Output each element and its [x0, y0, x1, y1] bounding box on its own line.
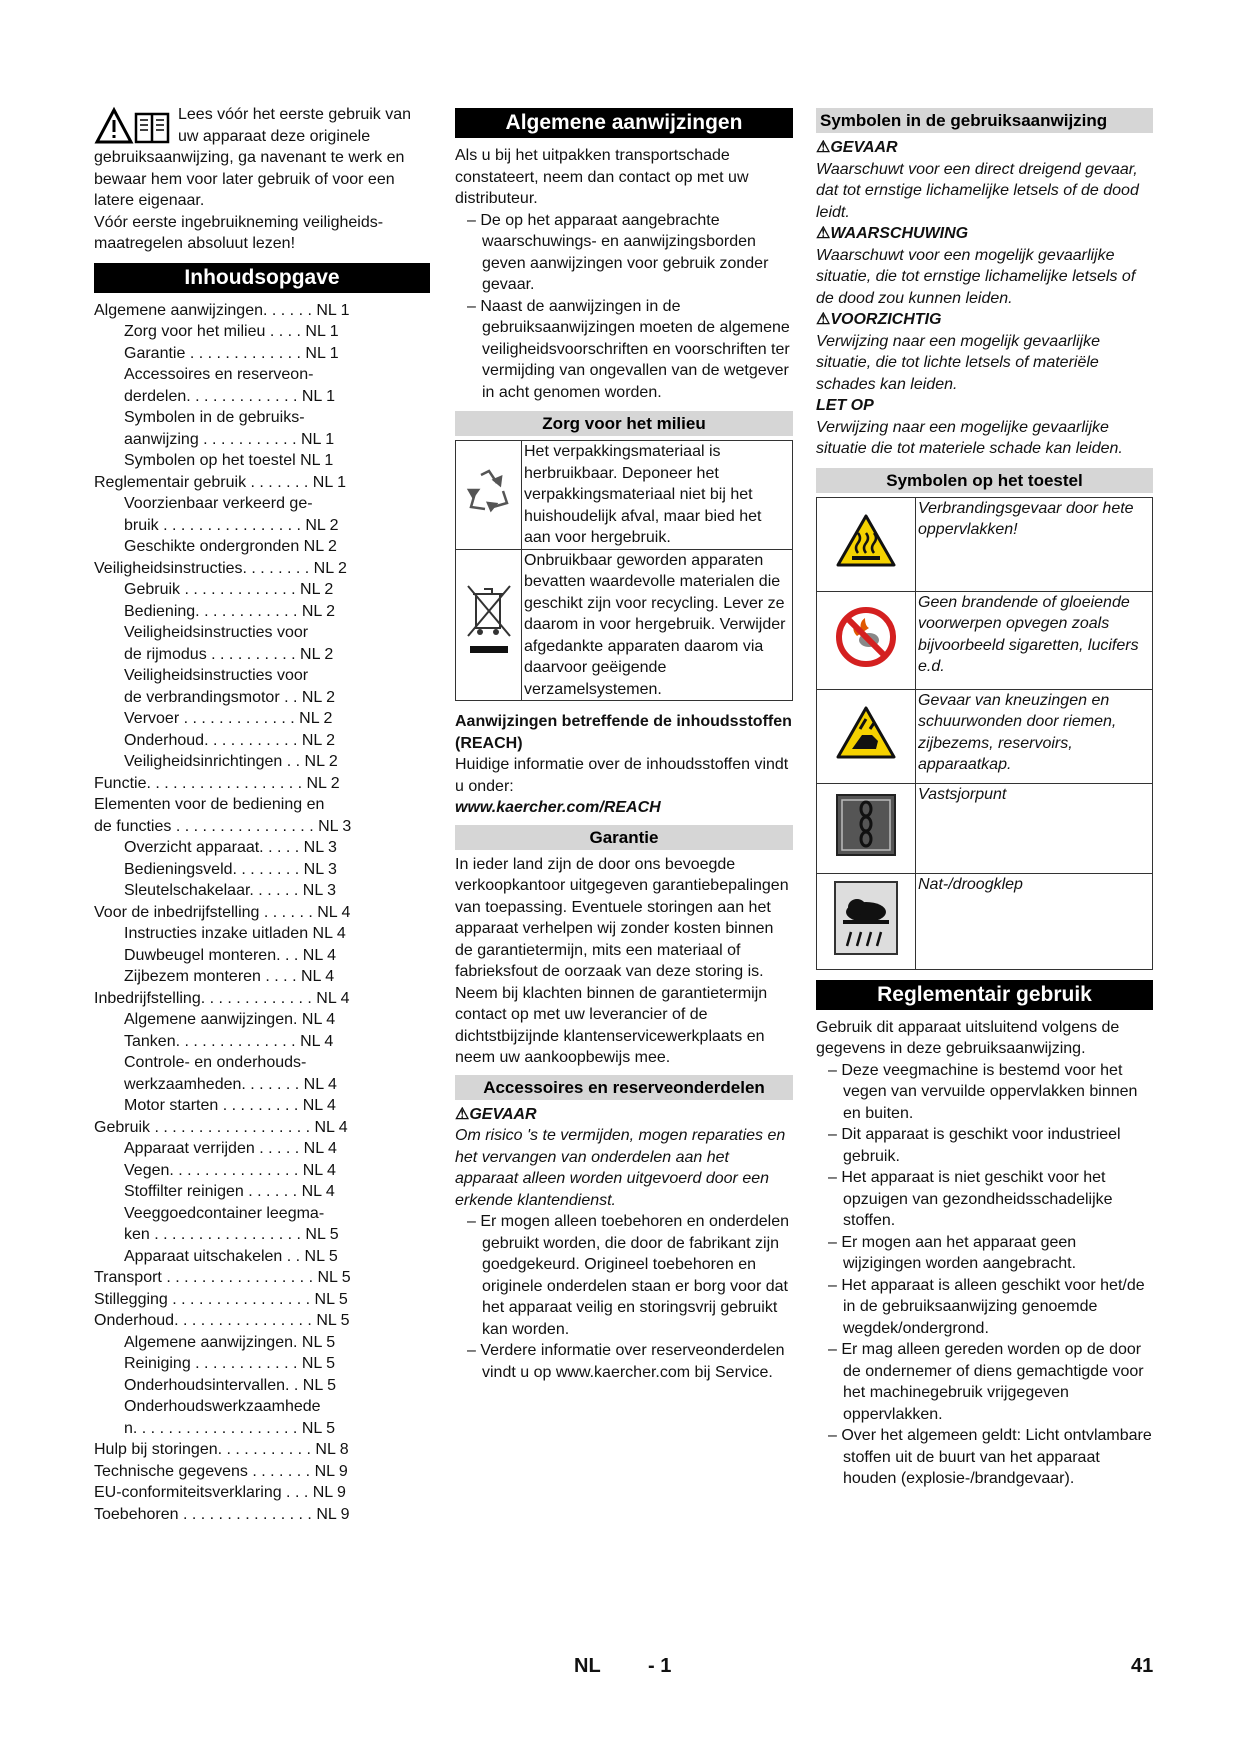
reglementair-text: Gebruik dit apparaat uitsluitend volgens de gegevens in deze gebruiksaanwijzing.: [816, 1018, 1120, 1057]
intro-text: Lees vóór het eerste gebruik van uw apparaat deze originele gebruiksaanwijzing, ga navenant te werk en bewaar hem voor later gebruik of voor een latere eigenaar.: [94, 106, 412, 209]
gevaar-signal: ⚠GEVAAR: [455, 1105, 537, 1123]
toc-entry[interactable]: Garantie . . . . . . . . . . . . . NL 1: [124, 344, 339, 362]
tie-down-point-icon: [835, 793, 897, 857]
heading-symbolen-toestel: Symbolen op het toestel: [816, 468, 1153, 493]
algemene-bullet-2: – Naast de aanwijzingen in de gebruiksaanwijzingen moeten de algemene veiligheidsvoorschriften en voorschriften ter vermijding van ongevallen van de wetgever in acht genomen worden.: [455, 296, 793, 404]
symbol-text-hot: Verbrandingsgevaar door hete oppervlakken!: [916, 497, 1153, 591]
toc-entry[interactable]: Veiligheidsinstructies voor: [124, 624, 309, 641]
warning-triangle-icon: ⚠: [816, 311, 831, 328]
toc-entry[interactable]: Reiniging . . . . . . . . . . . . NL 5: [124, 1355, 336, 1372]
toc-entry[interactable]: n. . . . . . . . . . . . . . . . . . . NL 5: [124, 1419, 336, 1437]
column-left: [94, 104, 430, 1525]
toc-entry[interactable]: Gebruik . . . . . . . . . . . . . . . . . . NL 4: [94, 1118, 348, 1136]
column-middle: [455, 104, 793, 1383]
voorzichtig-text: Verwijzing naar een mogelijk gevaarlijke situatie, die tot lichte letsels of materiële schades kan leiden.: [816, 332, 1100, 393]
milieu-text-2: Onbruikbaar geworden apparaten bevatten waardevolle materialen die geschikt zijn voor recycling. Lever ze daarom in voor hergebruik. Verwijder afgedankte apparaten daarom via daarvoor geëigende verzamelsystemen.: [522, 549, 793, 701]
accessoires-bullet-2: – Verdere informatie over reserveonderdelen vindt u op www.kaercher.com bij Service.: [455, 1340, 793, 1383]
toc-entry[interactable]: Inbedrijfstelling. . . . . . . . . . . . . NL 4: [94, 989, 350, 1007]
toc-entry[interactable]: Controle- en onderhouds-: [124, 1054, 307, 1071]
reglementair-bullet: – Er mag alleen gereden worden op de door de ondernemer of diens gemachtigde voor het machinegebruik vrijgegeven oppervlakken.: [816, 1339, 1153, 1425]
reglementair-bullet: – Het apparaat is niet geschikt voor het opzuigen van gezondheidsschadelijke stoffen.: [816, 1167, 1153, 1232]
toc-entry[interactable]: Transport . . . . . . . . . . . . . . . . . NL 5: [94, 1269, 351, 1286]
algemene-bullet-1: – De op het apparaat aangebrachte waarschuwings- en aanwijzingsborden geven aanwijzingen voor gebruik zonder gevaar.: [455, 210, 793, 296]
symbol-text-hand: Gevaar van kneuzingen en schuurwonden door riemen, zijbezems, reservoirs, apparaatkap.: [916, 689, 1153, 783]
toc-entry[interactable]: derdelen. . . . . . . . . . . . . NL 1: [124, 387, 336, 405]
toc-entry[interactable]: Symbolen op het toestel NL 1: [124, 452, 334, 469]
toc-entry[interactable]: Veeggoedcontainer leegma-: [124, 1204, 325, 1222]
toc-entry[interactable]: Bedieningsveld. . . . . . . . NL 3: [124, 860, 337, 878]
footer-section: - 1: [648, 1655, 672, 1677]
reglementair-bullet: – Er mogen aan het apparaat geen wijzigingen worden aangebracht.: [816, 1232, 1153, 1275]
toc-entry[interactable]: Apparaat uitschakelen . . NL 5: [124, 1247, 338, 1265]
waarschuwing-label: ⚠WAARSCHUWING: [816, 225, 969, 242]
toc-entry[interactable]: Vegen. . . . . . . . . . . . . . . NL 4: [124, 1161, 336, 1179]
toc-entry[interactable]: Veiligheidsinstructies voor: [124, 667, 309, 684]
reach-text: Huidige informatie over de inhoudsstoffen vindt u onder:: [455, 756, 789, 795]
hot-surface-icon: [836, 513, 896, 569]
toc-entry[interactable]: Zorg voor het milieu . . . . NL 1: [124, 323, 339, 340]
heading-algemene: Algemene aanwijzingen: [455, 108, 793, 138]
toc-entry[interactable]: Veiligheidsinrichtingen . . NL 2: [124, 753, 338, 770]
reglementair-bullet: – Het apparaat is alleen geschikt voor het/de in de gebruiksaanwijzing genoemde wegdek/ondergrond.: [816, 1275, 1153, 1340]
warning-triangle-icon: ⚠: [455, 1105, 470, 1123]
toc-entry[interactable]: Veiligheidsinstructies. . . . . . . . NL 2: [94, 559, 347, 577]
toc-entry[interactable]: EU-conformiteitsverklaring . . . NL 9: [94, 1484, 346, 1501]
toc-entry[interactable]: Elementen voor de bediening en: [94, 796, 325, 813]
symbol-text-chain: Vastsjorpunt: [916, 783, 1153, 873]
warning-triangle-icon: ⚠: [816, 225, 831, 242]
toc-entry[interactable]: Symbolen in de gebruiks-: [124, 409, 305, 426]
toc-entry[interactable]: Instructies inzake uitladen NL 4: [124, 925, 346, 942]
toc-entry[interactable]: werkzaamheden. . . . . . . NL 4: [124, 1075, 337, 1093]
toc-entry[interactable]: Stillegging . . . . . . . . . . . . . . . . NL 5: [94, 1290, 348, 1308]
reach-heading: Aanwijzingen betreffende de inhoudsstoffen (REACH): [455, 713, 792, 752]
table-of-contents: [94, 300, 430, 1526]
toc-entry[interactable]: Technische gegevens . . . . . . . NL 9: [94, 1462, 348, 1480]
toc-entry[interactable]: Voor de inbedrijfstelling . . . . . . NL 4: [94, 903, 351, 921]
heading-accessoires: Accessoires en reserveonderdelen: [455, 1075, 793, 1100]
reglementair-bullet: – Over het algemeen geldt: Licht ontvlambare stoffen uit de buurt van het apparaat houden (explosie-/brandgevaar).: [816, 1425, 1153, 1490]
letop-label: LET OP: [816, 397, 874, 414]
heading-reglementair: Reglementair gebruik: [816, 980, 1153, 1010]
toc-entry[interactable]: ken . . . . . . . . . . . . . . . . . NL 5: [124, 1226, 339, 1243]
recycle-icon: [463, 467, 515, 517]
milieu-text-1: Het verpakkingsmateriaal is herbruikbaar. Deponeer het verpakkingsmateriaal niet bij het huishoudelijk afval, maar bied het aan voor hergebruik.: [522, 441, 793, 550]
toc-entry[interactable]: Geschikte ondergronden NL 2: [124, 538, 337, 555]
toc-entry[interactable]: Accessoires en reserveon-: [124, 366, 314, 383]
toc-entry[interactable]: Duwbeugel monteren. . . NL 4: [124, 946, 336, 964]
device-symbols-table: [816, 497, 1153, 970]
toc-entry[interactable]: Algemene aanwijzingen. NL 5: [124, 1333, 336, 1351]
gevaar-label: ⚠GEVAAR: [816, 139, 898, 156]
toc-entry[interactable]: de verbrandingsmotor . . NL 2: [124, 688, 336, 706]
waarschuwing-text: Waarschuwt voor een mogelijk gevaarlijke situatie, die tot ernstige lichamelijke letsels of de dood zou kunnen leiden.: [816, 246, 1136, 307]
milieu-table: [455, 440, 793, 701]
voorzichtig-label: ⚠VOORZICHTIG: [816, 311, 942, 328]
symbol-row-wet: [817, 873, 1153, 969]
symbol-text-wet: Nat-/droogklep: [916, 873, 1153, 969]
toc-entry[interactable]: Motor starten . . . . . . . . . NL 4: [124, 1097, 336, 1114]
toc-entry[interactable]: Algemene aanwijzingen. NL 4: [124, 1011, 336, 1028]
accessoires-bullet-1: – Er mogen alleen toebehoren en onderdelen gebruikt worden, die door de fabrikant zijn goedgekeurd. Origineel toebehoren en originele onderdelen staan er borg voor dat het apparaat veilig en storingsvrij gebruikt kan worden.: [455, 1211, 793, 1340]
warning-manual-icon: [94, 104, 174, 146]
toc-entry[interactable]: Algemene aanwijzingen. . . . . . NL 1: [94, 301, 350, 319]
symbol-row-hand: [817, 689, 1153, 783]
toc-entry[interactable]: Onderhoudswerkzaamhede: [124, 1398, 321, 1415]
algemene-text: Als u bij het uitpakken transportschade constateert, neem dan contact op met uw distributeur.: [455, 147, 749, 207]
toc-entry[interactable]: Hulp bij storingen. . . . . . . . . . . NL 8: [94, 1441, 349, 1458]
toc-entry[interactable]: Vervoer . . . . . . . . . . . . . NL 2: [124, 710, 333, 727]
accessoires-warning: Om risico 's te vermijden, mogen reparaties en het vervangen van onderdelen aan het apparaat alleen worden uitgevoerd door een erkende klantendienst.: [455, 1127, 786, 1209]
weee-bin-icon: [464, 580, 514, 664]
toc-entry[interactable]: Functie. . . . . . . . . . . . . . . . . . NL 2: [94, 774, 340, 792]
garantie-text: In ieder land zijn de door ons bevoegde verkoopkantoor uitgegeven garantiebepalingen van toepassing. Eventuele storingen aan het apparaat verhelpen wij zonder kosten binnen de garantietermijn, mits een materiaal of fabrieksfout de oorzaak van deze storing is. Neem bij klachten binnen de garantietermijn contact op met uw leverancier of de dichtstbijzijnde klantenservicewerkplaats en neem uw aankoopbewijs mee.: [455, 855, 789, 1066]
letop-text: Verwijzing naar een mogelijke gevaarlijke situatie die tot materiele schade kan leiden.: [816, 418, 1123, 457]
toc-entry[interactable]: Apparaat verrijden . . . . . NL 4: [124, 1140, 337, 1157]
symbol-text-fire: Geen brandende of gloeiende voorwerpen opvegen zoals bijvoorbeeld sigaretten, lucifers e.d.: [916, 591, 1153, 689]
toc-entry[interactable]: bruik . . . . . . . . . . . . . . . . NL 2: [124, 516, 339, 534]
heading-milieu: Zorg voor het milieu: [455, 411, 793, 436]
reglementair-list: [816, 1060, 1153, 1490]
toc-entry[interactable]: Voorzienbaar verkeerd ge-: [124, 495, 313, 512]
reglementair-bullet: – Dit apparaat is geschikt voor industrieel gebruik.: [816, 1124, 1153, 1167]
toc-entry[interactable]: Sleutelschakelaar. . . . . . NL 3: [124, 882, 336, 899]
toc-entry[interactable]: Stoffilter reinigen . . . . . . NL 4: [124, 1183, 335, 1200]
toc-entry[interactable]: Reglementair gebruik . . . . . . . NL 1: [94, 473, 346, 491]
reach-url[interactable]: www.kaercher.com/REACH: [455, 799, 661, 816]
intro-safety: Vóór eerste ingebruikneming veiligheids-maatregelen absoluut lezen!: [94, 213, 384, 252]
milieu-row-weee: [456, 549, 793, 701]
intro: [94, 104, 430, 255]
toc-entry[interactable]: Onderhoud. . . . . . . . . . . . . . . . NL 5: [94, 1312, 350, 1329]
heading-garantie: Garantie: [455, 825, 793, 850]
symbol-row-fire: [817, 591, 1153, 689]
toc-entry[interactable]: de functies . . . . . . . . . . . . . . . . NL 3: [94, 817, 352, 835]
gevaar-text: Waarschuwt voor een direct dreigend gevaar, dat tot ernstige lichamelijke letsels of de dood leidt.: [816, 160, 1139, 221]
column-right: [816, 104, 1153, 1490]
crush-hazard-icon: [836, 705, 896, 761]
toc-entry[interactable]: Bediening. . . . . . . . . . . . NL 2: [124, 602, 336, 620]
toc-entry[interactable]: Zijbezem monteren . . . . NL 4: [124, 968, 335, 985]
warning-triangle-icon: ⚠: [816, 139, 831, 156]
reglementair-bullet: – Deze veegmachine is bestemd voor het vegen van vervuilde oppervlakken binnen en buiten.: [816, 1060, 1153, 1125]
toc-entry[interactable]: Toebehoren . . . . . . . . . . . . . . . NL 9: [94, 1505, 350, 1523]
toc-entry[interactable]: Onderhoud. . . . . . . . . . . NL 2: [124, 731, 336, 749]
toc-entry[interactable]: Tanken. . . . . . . . . . . . . . NL 4: [124, 1032, 334, 1050]
toc-entry[interactable]: Gebruik . . . . . . . . . . . . . NL 2: [124, 581, 334, 598]
footer-lang: NL: [574, 1655, 601, 1677]
no-burning-objects-icon: [835, 606, 897, 668]
symbol-row-chain: [817, 783, 1153, 873]
toc-entry[interactable]: Onderhoudsintervallen. . NL 5: [124, 1376, 336, 1394]
milieu-row-recycle: [456, 441, 793, 550]
toc-heading: Inhoudsopgave: [94, 263, 430, 293]
toc-entry[interactable]: Overzicht apparaat. . . . . NL 3: [124, 839, 337, 856]
wet-dry-flap-icon: [833, 880, 899, 956]
toc-entry[interactable]: aanwijzing . . . . . . . . . . . NL 1: [124, 430, 335, 448]
footer-page-number: 41: [1131, 1655, 1154, 1677]
toc-entry[interactable]: de rijmodus . . . . . . . . . . NL 2: [124, 645, 334, 663]
heading-symbolen-gebruiksaanwijzing: Symbolen in de gebruiksaanwijzing: [816, 108, 1153, 133]
symbol-row-hot: [817, 497, 1153, 591]
